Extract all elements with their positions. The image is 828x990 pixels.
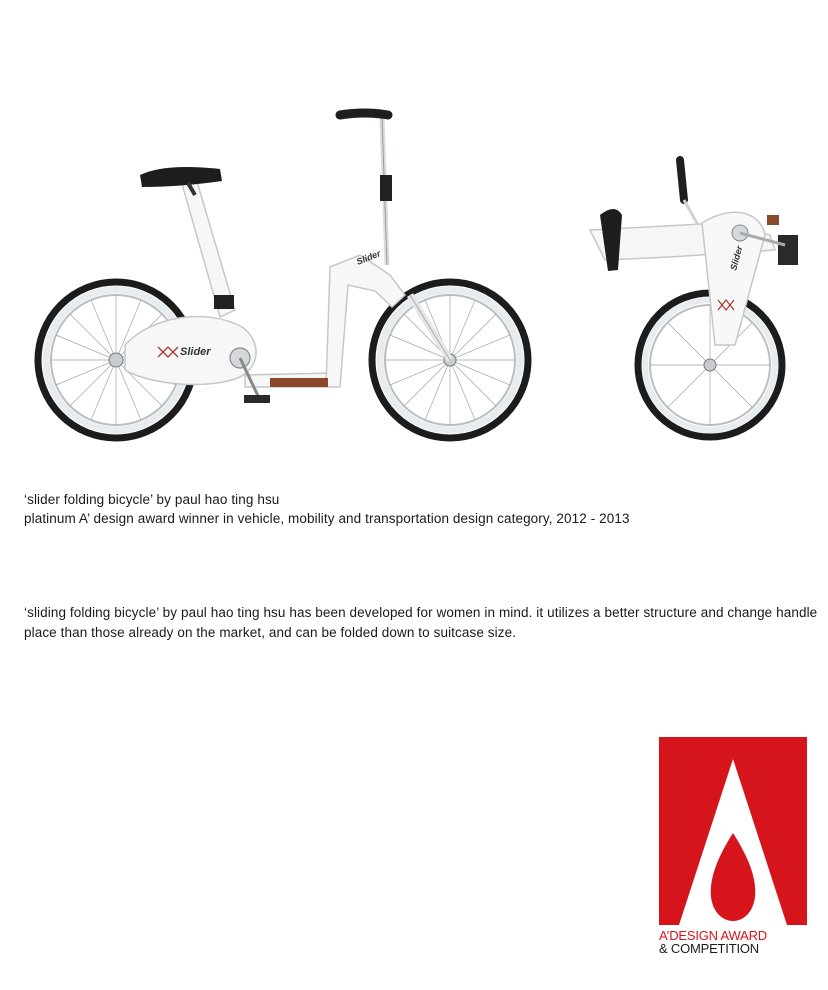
folded-brand-label: Slider <box>728 244 745 272</box>
bicycle-photo <box>30 95 820 455</box>
caption-award-line: platinum A’ design award winner in vehicle, mobility and transportation design category, 2012 - 2013 <box>24 511 630 526</box>
award-name: A’DESIGN AWARD <box>659 928 767 943</box>
photo-caption <box>24 490 824 528</box>
description-paragraph: ‘sliding folding bicycle’ by paul hao ting hsu has been developed for women in mind. it utilizes a better structure and change handle place than those already on the market, and can be folded down to suitcase size. <box>24 605 818 640</box>
headtube-brand-label: Slider <box>355 248 382 267</box>
folded-bicycle <box>590 160 798 437</box>
award-subtitle: & COMPETITION <box>659 941 759 956</box>
caption-title: ‘slider folding bicycle’ by paul hao ting hsu <box>24 492 280 507</box>
award-logo-red-panel <box>659 737 807 925</box>
frame-brand-label: Slider <box>180 346 211 358</box>
award-a-mark-icon <box>659 737 807 925</box>
unfolded-bicycle <box>38 113 528 438</box>
a-design-award-logo <box>659 737 809 967</box>
